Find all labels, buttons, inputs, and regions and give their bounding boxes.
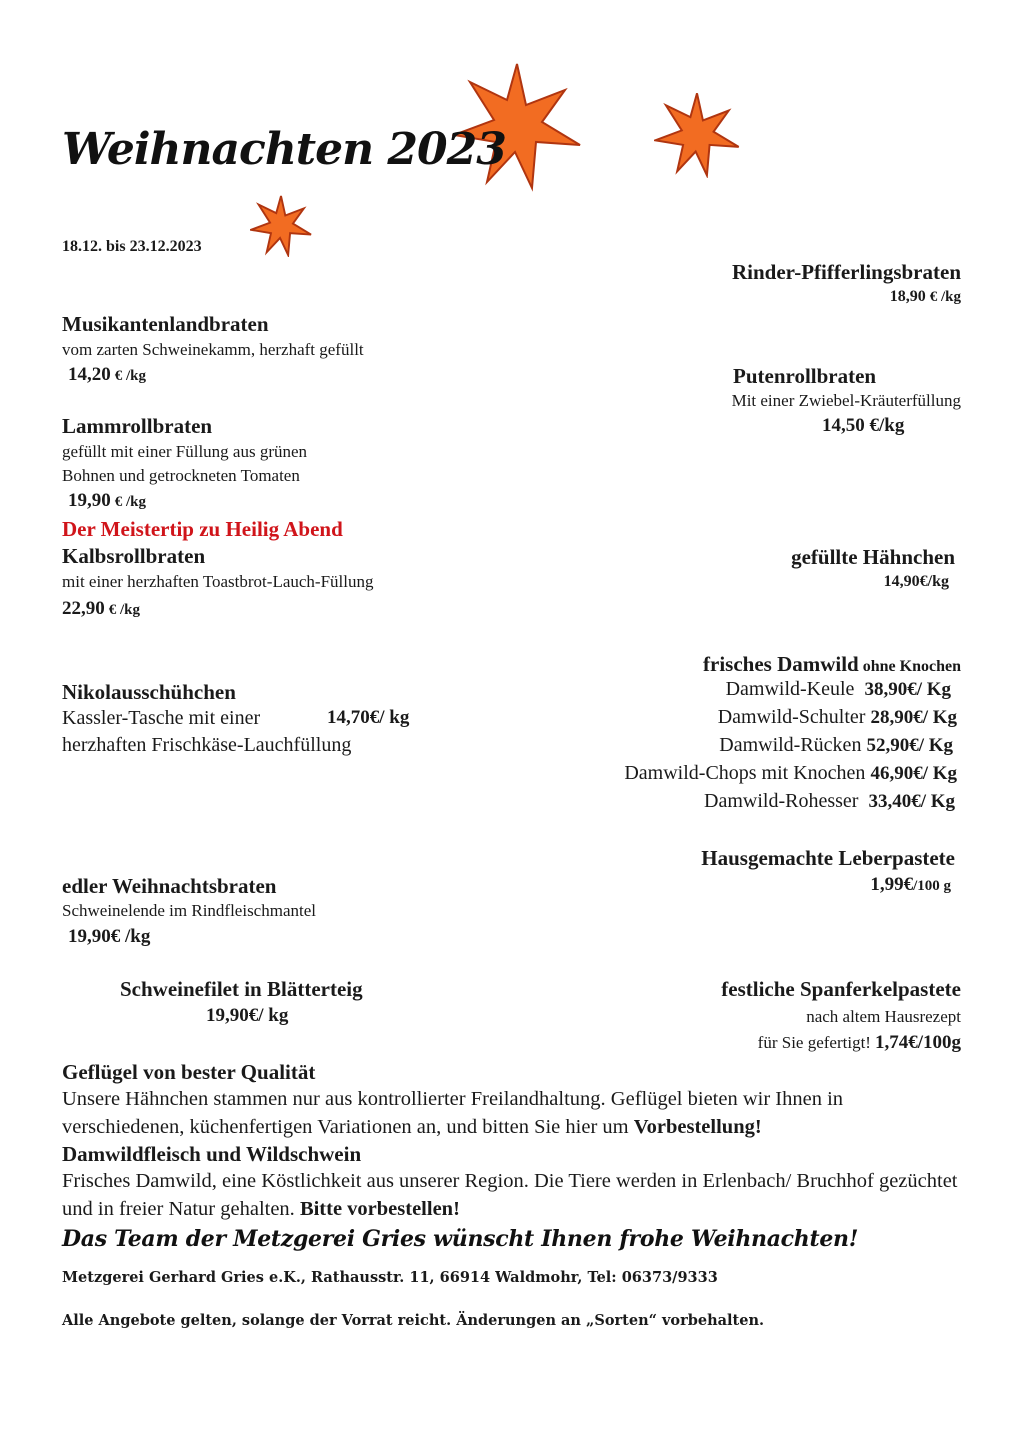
star-icon-right [654,92,740,178]
item-leber-name: Hausgemachte Leberpastete [701,846,955,870]
item-puten-desc: Mit einer Zwiebel-Kräuterfüllung [731,391,961,410]
item-lamm-name: Lammrollbraten [62,414,213,438]
item-rinder-name: Rinder-Pfifferlingsbraten [731,260,961,284]
item-nikolaus-name: Nikolausschühchen [62,680,236,704]
address: Metzgerei Gerhard Gries e.K., Rathausstr. 11, 66914 Waldmohr, Tel: 06373/9333 [62,1269,718,1286]
item-rinder-price: 18,90 € /kg [889,288,961,305]
item-puten-price: 14,50 €/kg [822,415,905,436]
damwild-info-text: Frisches Damwild, eine Köstlichkeit aus unserer Region. Die Tiere werden in Erlenbach/ Bruchhof gezüchtet und in freier Natur gehalten. Bitte vorbestellen! [62,1170,958,1220]
item-kalb-price: 22,90 € /kg [62,598,141,619]
damwild-list [624,678,957,818]
damwild-info-heading: Damwildfleisch und Wildschwein [62,1142,362,1166]
item-musikanten-name: Musikantenlandbraten [62,312,269,336]
item-musikanten-price: 14,20 € /kg [68,364,147,385]
star-icon-small [250,195,312,257]
damwild-row: Damwild-Rücken 52,90€/ Kg [719,734,953,756]
gefluegel-heading: Geflügel von bester Qualität [62,1060,316,1084]
item-kalb-name: Kalbsrollbraten [62,544,206,568]
item-edler-name: edler Weihnachtsbraten [62,874,277,898]
damwild-row: Damwild-Chops mit Knochen 46,90€/ Kg [624,762,957,784]
item-edler-desc: Schweinelende im Rindfleischmantel [62,901,316,920]
damwild-row: Damwild-Rohesser 33,40€/ Kg [704,790,955,812]
item-nikolaus-desc1: Kassler-Tasche mit einer [62,707,261,729]
item-filet-name: Schweinefilet in Blätterteig [120,977,363,1001]
item-edler-price: 19,90€ /kg [68,926,151,947]
item-nikolaus-price: 14,70€/ kg [327,707,410,728]
item-lamm-price: 19,90 € /kg [68,490,147,511]
item-haehnchen-name: gefüllte Hähnchen [791,545,955,569]
item-puten-name: Putenrollbraten [733,364,877,388]
item-spanferkel-price: für Sie gefertigt! 1,74€/100g [757,1032,961,1053]
item-filet-price: 19,90€/ kg [206,1005,289,1026]
greeting: Das Team der Metzgerei Gries wünscht Ihnen frohe Weihnachten! [62,1226,859,1252]
item-lamm-desc2: Bohnen und getrockneten Tomaten [62,466,300,485]
date-range: 18.12. bis 23.12.2023 [62,238,202,255]
item-musikanten-desc: vom zarten Schweinekamm, herzhaft gefüllt [62,340,364,359]
item-lamm-desc1: gefüllt mit einer Füllung aus grünen [62,442,308,461]
item-spanferkel-desc1: nach altem Hausrezept [806,1007,961,1026]
damwild-heading: frisches Damwild ohne Knochen [703,652,961,676]
damwild-row: Damwild-Schulter 28,90€/ Kg [717,706,957,728]
damwild-row: Damwild-Keule 38,90€/ Kg [725,678,951,700]
item-spanferkel-name: festliche Spanferkelpastete [721,977,961,1001]
gefluegel-text: Unsere Hähnchen stammen nur aus kontrollierter Freilandhaltung. Geflügel bieten wir Ihnen in verschiedenen, küchenfertigen Variationen an, und bitten Sie hier um Vorbestellung! [62,1088,844,1138]
page-title: Weihnachten 2023 [62,124,506,175]
meistertip-heading: Der Meistertip zu Heilig Abend [62,517,343,541]
item-kalb-desc: mit einer herzhaften Toastbrot-Lauch-Füllung [62,572,374,591]
disclaimer: Alle Angebote gelten, solange der Vorrat reicht. Änderungen an „Sorten“ vorbehalten. [62,1312,765,1329]
item-nikolaus-desc2: herzhaften Frischkäse-Lauchfüllung [62,734,352,756]
item-leber-price: 1,99€/100 g [870,874,951,895]
item-haehnchen-price: 14,90€/kg [883,573,949,590]
